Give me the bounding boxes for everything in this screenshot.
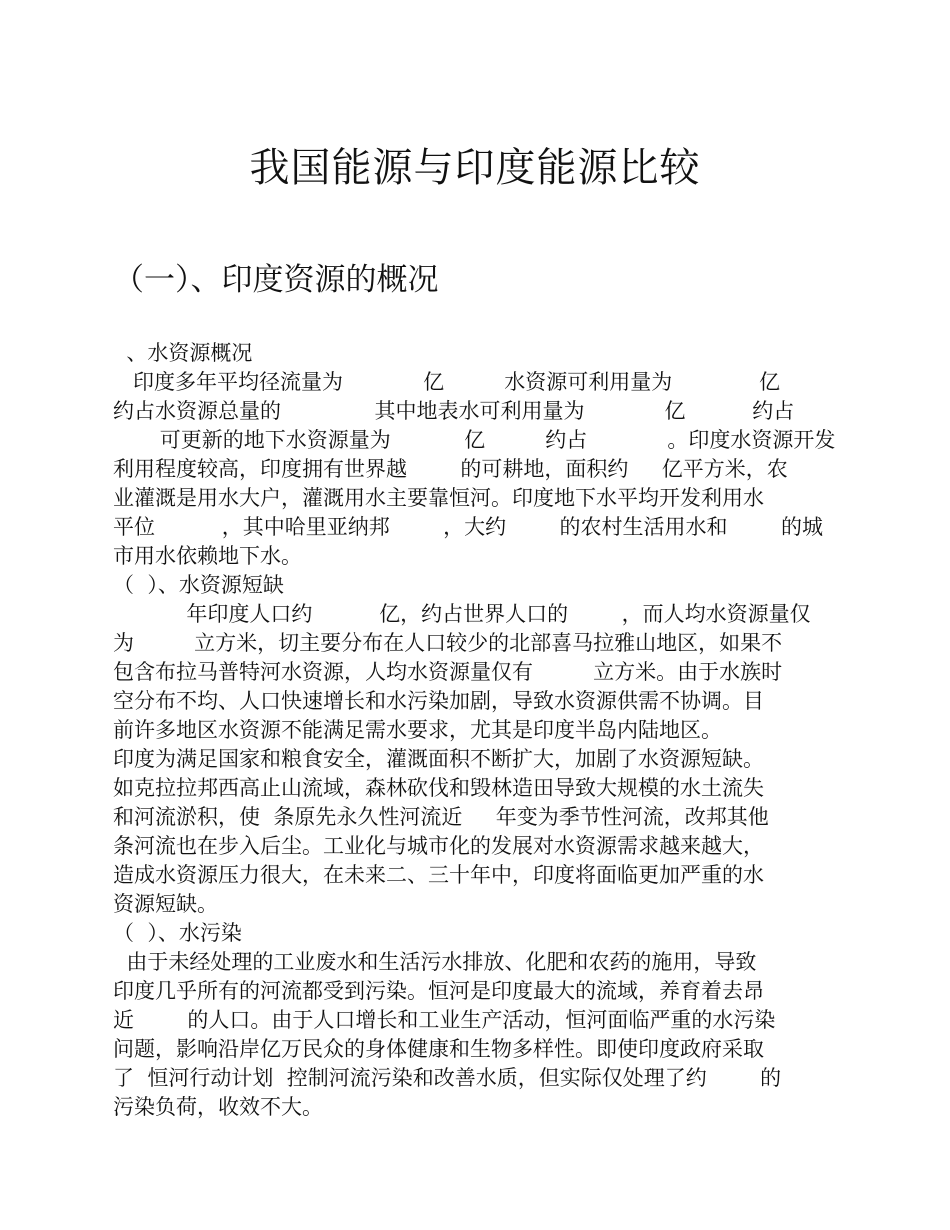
text-line: 为 立方米，切主要分布在人口较少的北部喜马拉雅山地区，如果不: [113, 631, 783, 655]
text-line: 污染负荷，收效不大。: [113, 1095, 323, 1119]
text-line: 前许多地区水资源不能满足需水要求，尤其是印度半岛内陆地区。: [113, 718, 722, 742]
text-line: 空分布不均、人口快速增长和水污染加剧，导致水资源供需不协调。目: [113, 689, 764, 713]
text-line: 了 恒河行动计划 控制河流污染和改善水质，但实际仅处理了约 的: [113, 1066, 782, 1090]
text-line: 、水资源概况: [113, 341, 253, 365]
text-line: 市用水依赖地下水。: [113, 544, 302, 568]
text-line: （ ）、水资源短缺: [113, 573, 284, 597]
text-line: 条河流也在步入后尘。工业化与城市化的发展对水资源需求越来越大，: [113, 834, 764, 858]
text-line: 造成水资源压力很大，在未来二、三十年中，印度将面临更加严重的水: [113, 863, 764, 887]
document-title: 我国能源与印度能源比较: [249, 145, 701, 191]
text-line: 印度几乎所有的河流都受到污染。恒河是印度最大的流域，养育着去昂: [113, 979, 764, 1003]
text-line: 平位 ，其中哈里亚纳邦 ，大约 的农村生活用水和 的城: [113, 515, 823, 539]
section-heading: （一）、印度资源的概况: [113, 262, 439, 298]
text-line: 年印度人口约 亿，约占世界人口的 ，而人均水资源量仅: [113, 602, 811, 626]
text-line: 利用程度较高，印度拥有世界越 的可耕地，面积约 亿平方米，农: [113, 457, 788, 481]
text-line: 业灌溉是用水大户，灌溉用水主要靠恒河。印度地下水平均开发利用水: [113, 486, 764, 510]
text-line: 问题，影响沿岸亿万民众的身体健康和生物多样性。即使印度政府采取: [113, 1037, 764, 1061]
text-line: 如克拉拉邦西高止山流域，森林砍伐和毁林造田导致大规模的水土流失: [113, 776, 764, 800]
text-line: 包含布拉马普特河水资源，人均水资源量仅有 立方米。由于水族时: [113, 660, 783, 684]
text-line: 印度多年平均径流量为 亿 水资源可利用量为 亿: [113, 370, 780, 394]
text-line: 和河流淤积，使 条原先永久性河流近 年变为季节性河流，改邦其他: [113, 805, 769, 829]
text-line: 可更新的地下水资源量为 亿 约占 。印度水资源开发: [113, 428, 836, 452]
body-text: [113, 339, 853, 1122]
text-line: 由于未经处理的工业废水和生活污水排放、化肥和农药的施用，导致: [113, 950, 757, 974]
text-line: （ ）、水污染: [113, 921, 242, 945]
text-line: 印度为满足国家和粮食安全，灌溉面积不断扩大，加剧了水资源短缺。: [113, 747, 764, 771]
text-line: 资源短缺。: [113, 892, 218, 916]
text-line: 约占水资源总量的 其中地表水可利用量为 亿 约占: [113, 399, 795, 423]
text-line: 近 的人口。由于人口增长和工业生产活动，恒河面临严重的水污染: [113, 1008, 776, 1032]
